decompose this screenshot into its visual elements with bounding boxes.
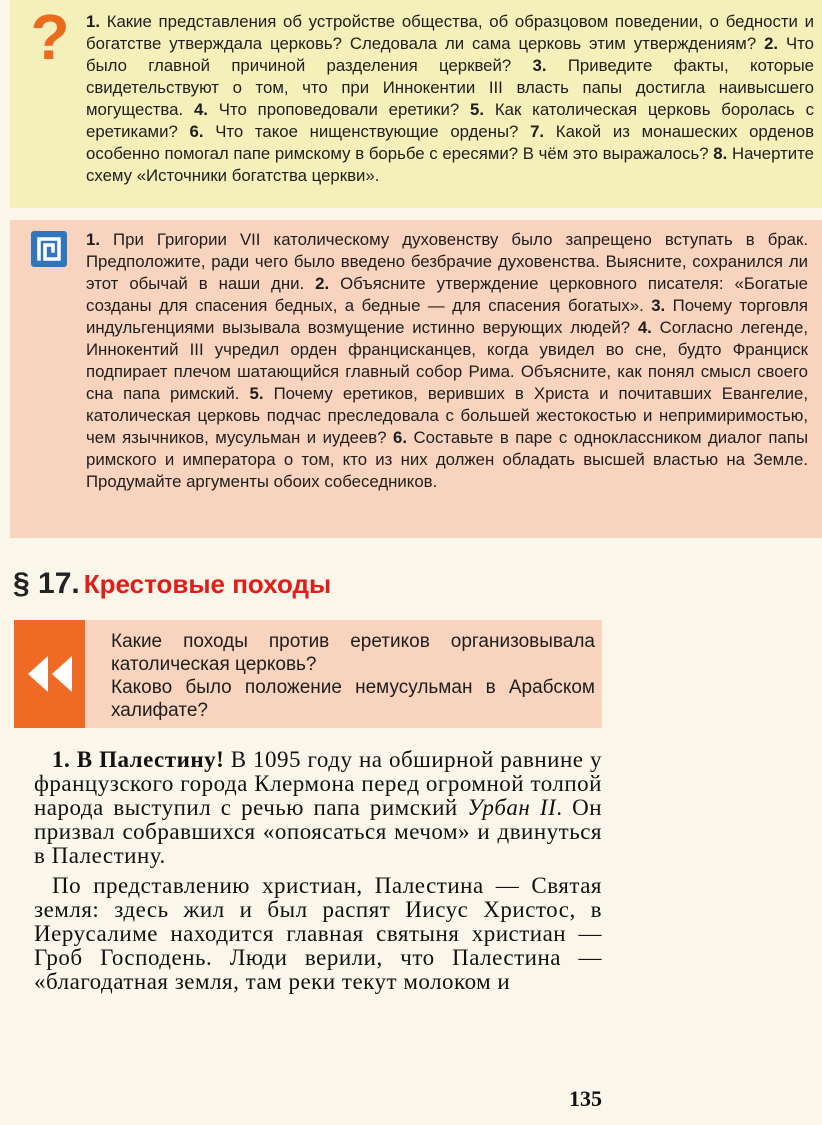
section-number: § 17.	[13, 567, 80, 600]
task-text-1: При Григории VII католическому духовенству было запрещено вступать в брак. Предположите, ради чего было введено безбрачие духовенства. Выясните, сохранился ли этот обычай в наши дни.	[86, 230, 808, 293]
question-text-2: Что было главной причиной разделения церквей?	[86, 34, 814, 75]
paragraph-heading: 1. В Палестину!	[52, 747, 225, 772]
questions-box	[10, 0, 822, 208]
paragraph-1-part-a: В 1095 году на обширной равнине у французского города Клермона перед огромной толпой народа выступил с речью папа римский	[34, 747, 602, 820]
question-text-3: Приведите факты, которые свидетельствуют о том, что при Иннокентии III власть папы достигла наивысшего могущества.	[86, 56, 814, 119]
task-number-2: 2.	[315, 274, 330, 293]
task-number-5: 5.	[249, 384, 264, 403]
question-number-7: 7.	[530, 122, 545, 141]
review-question-2: Каково было положение немусульман в Арабском халифате?	[111, 677, 595, 721]
page-number: 135	[569, 1086, 602, 1111]
task-number-3: 3.	[651, 296, 666, 315]
question-text-1: Какие представления об устройстве общества, об образцовом поведении, о бедности и богатстве утверждала церковь? Следовала ли сама церковь этим утверждениям?	[86, 12, 814, 53]
question-text-5: Как католическая церковь боролась с еретиками?	[86, 100, 814, 141]
meander-icon	[31, 231, 67, 267]
task-text-4: Согласно легенде, Иннокентий III учредил орден францисканцев, когда увидел во сне, будто Франциск подпирает плечом шатающийся главный собор Рима. Объясните, как понял смысл своего сна папа римский.	[86, 318, 808, 403]
rewind-icon	[14, 620, 85, 728]
question-number-2: 2.	[764, 34, 779, 53]
question-number-3: 3.	[532, 56, 547, 75]
task-text-2: Объясните утверждение церковного писателя: «Богатые созданы для спасения бедных, а бедные — для спасения богатых».	[86, 274, 808, 315]
review-questions	[111, 630, 595, 722]
paragraph-1	[34, 748, 602, 868]
section-title	[13, 567, 331, 607]
task-number-4: 4.	[637, 318, 652, 337]
task-text-3: Почему торговля индульгенциями вызывала возмущение истинно верующих людей?	[86, 296, 808, 337]
paragraph-1-part-b: . Он призвал собравшихся «опоясаться мечом» и двинуться в Палестину.	[34, 795, 603, 868]
pope-name: Урбан II	[467, 795, 557, 820]
question-number-8: 8.	[713, 144, 728, 163]
task-number-6: 6.	[393, 428, 408, 447]
question-text-6: Что такое нищенствующие ордены?	[203, 122, 519, 141]
review-question-1: Какие походы против еретиков организовывала католическая церковь?	[111, 631, 595, 675]
main-text	[34, 748, 602, 994]
task-number-1: 1.	[86, 230, 100, 249]
section-name: Крестовые походы	[83, 569, 332, 599]
question-mark-icon: ?	[30, 1, 70, 73]
question-text-7: Какой из монашеских орденов особенно помогал папе римскому в борьбе с ересями? В чём это выражалось?	[86, 122, 814, 163]
questions-text	[86, 11, 814, 187]
paragraph-2: По представлению христиан, Палестина — Святая земля: здесь жил и был распят Иисус Христос, в Иерусалиме находится главная святыня христиан — Гроб Господень. Люди верили, что Палестина — «благодатная земля, там реки текут молоком и	[34, 873, 602, 994]
task-text-6: Составьте в паре с одноклассником диалог папы римского и императора о том, кто из них должен обладать высшей властью на Земле. Продумайте аргументы обоих собеседников.	[86, 428, 809, 491]
question-text-8: Начертите схему «Источники богатства церкви».	[86, 144, 814, 185]
question-number-1: 1.	[86, 12, 100, 31]
question-number-4: 4.	[193, 100, 208, 119]
question-text-4: Что проповедовали еретики?	[207, 100, 460, 119]
question-number-6: 6.	[189, 122, 204, 141]
task-text-5: Почему еретиков, веривших в Христа и почитавших Евангелие, католическая церковь подчас преследовала с большей жестокостью и непримиримостью, чем язычников, мусульман и иудеев?	[86, 384, 808, 447]
question-number-5: 5.	[470, 100, 485, 119]
tasks-text	[86, 229, 808, 493]
